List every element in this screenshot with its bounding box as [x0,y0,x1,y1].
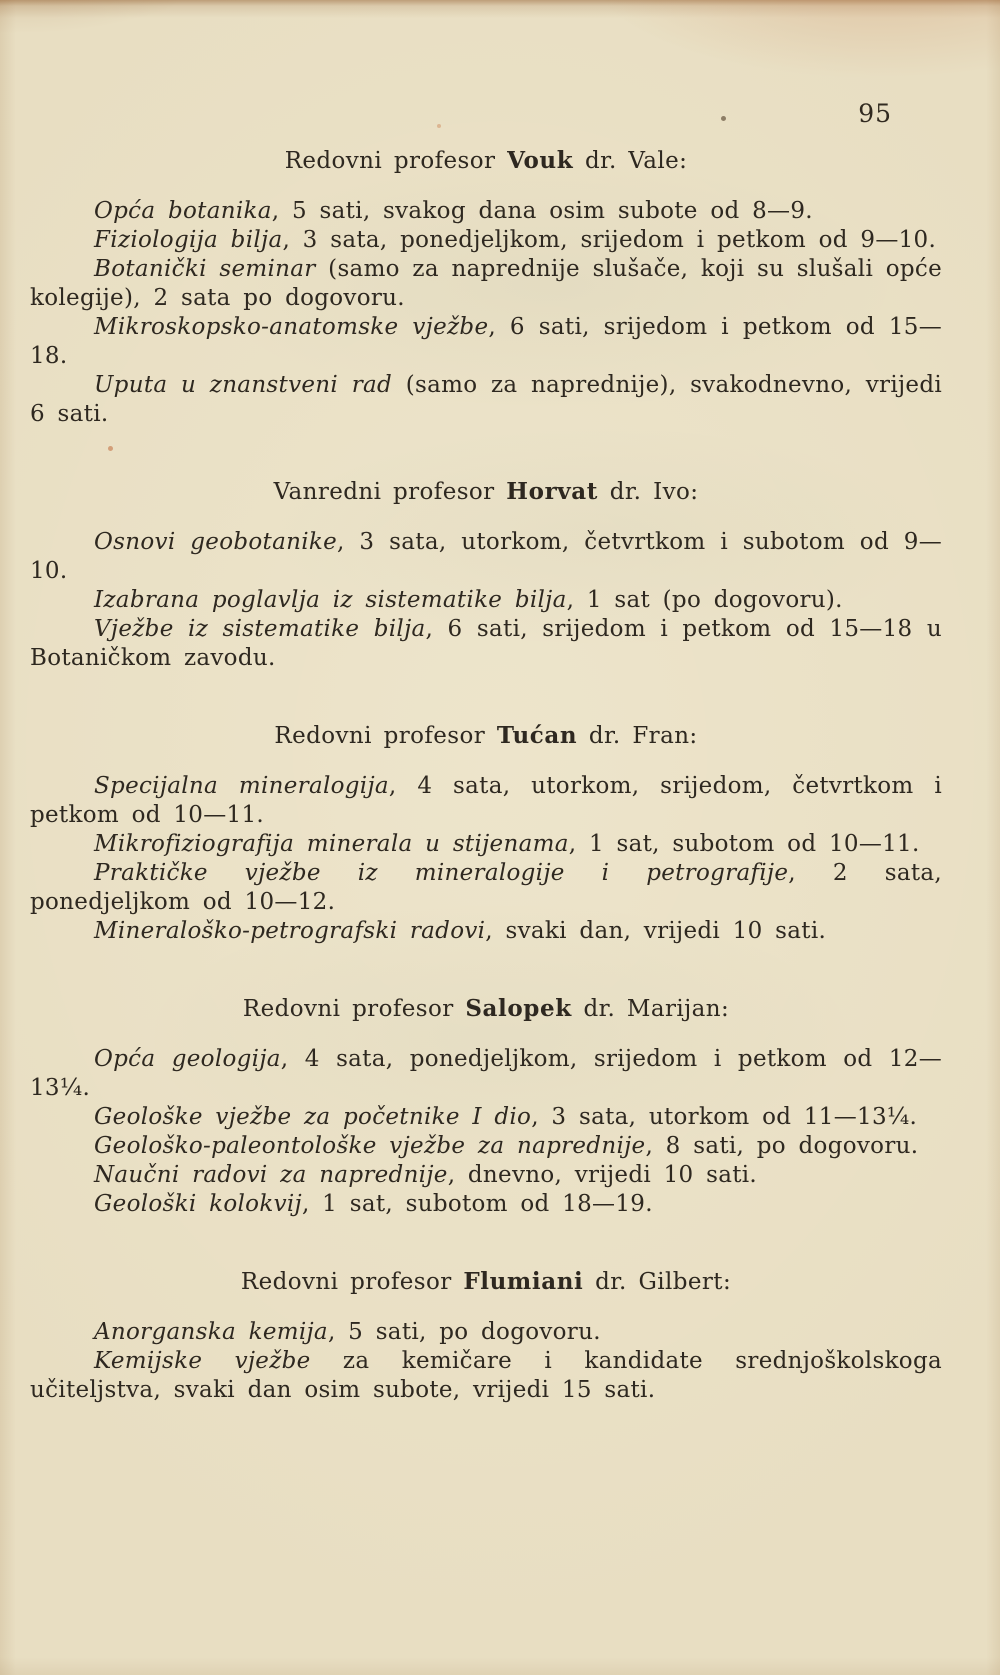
course-entry [30,1347,942,1405]
heading-prefix: Vanredni profesor [273,479,507,505]
course-entry [30,917,942,946]
course-entry [30,830,942,859]
course-details: , 1 sat, subotom od 18—19. [301,1191,653,1217]
course-title: Naučni radovi za naprednije [94,1162,448,1188]
professor-name: Horvat [506,478,598,505]
course-entry [30,226,942,255]
course-details: , 5 sati, svakog dana osim subote od 8—9. [271,198,813,224]
heading-prefix: Redovni profesor [242,996,466,1022]
professor-name: Salopek [465,995,572,1022]
course-details: (samo za naprednije), svakodnevno, vrijedi 6 sati. [30,372,942,427]
professor-heading-tucan [30,721,942,751]
course-entry [30,1132,942,1161]
heading-suffix: dr. Marijan: [571,996,730,1022]
course-title: Mineraloško-petrografski radovi [94,918,486,944]
course-details: , 2 sata, ponedjeljkom od 10—12. [30,860,942,915]
course-entry [30,859,942,917]
course-entry [30,1190,942,1219]
course-entry [30,772,942,830]
course-details: , 3 sata, ponedjeljkom, srijedom i petkom od 9—10. [282,227,937,253]
course-title: Geološki kolokvij [94,1191,302,1217]
course-entry [30,615,942,673]
course-details: , dnevno, vrijedi 10 sati. [447,1162,758,1188]
course-entry [30,313,942,371]
course-details: , 3 sata, utorkom, četvrtkom i subotom od 9—10. [30,529,943,584]
professor-name: Tućan [496,722,578,749]
course-title: Botanički seminar [94,256,316,282]
course-entry [30,528,942,586]
course-title: Specijalna mineralogija [94,773,389,799]
course-details: , 4 sata, ponedjeljkom, srijedom i petkom od 12—13¼. [30,1046,942,1101]
professor-heading-horvat [30,477,942,507]
course-details: za kemičare i kandidate srednjoškolskoga učiteljstva, svaki dan osim subote, vrijedi 15 sati. [30,1348,942,1403]
course-title: Fiziologija bilja [94,227,283,253]
course-title: Vježbe iz sistematike bilja [94,616,426,642]
course-title: Opća botanika [94,198,272,224]
professor-heading-salopek [30,994,942,1024]
course-title: Geološko-paleontološke vježbe za naprednije [94,1133,646,1159]
course-details: , svaki dan, vrijedi 10 sati. [485,918,827,944]
course-details: , 6 sati, srijedom i petkom od 15—18. [30,314,943,369]
course-details: , 6 sati, srijedom i petkom od 15—18 u Botaničkom zavodu. [30,616,942,671]
course-details: , 8 sati, po dogovoru. [645,1133,919,1159]
course-title: Mikroskopsko-anatomske vježbe [94,314,489,340]
course-entry [30,197,942,226]
course-details: (samo za naprednije slušače, koji su slušali opće kolegije), 2 sata po dogovoru. [30,256,942,311]
course-title: Mikrofiziografija minerala u stijenama [94,831,569,857]
course-title: Opća geologija [94,1046,281,1072]
page-number: 95 [858,99,892,128]
course-entry [30,371,942,429]
heading-prefix: Redovni profesor [240,1269,464,1295]
heading-suffix: dr. Gilbert: [583,1269,732,1295]
course-title: Geološke vježbe za početnike I dio [94,1104,532,1130]
course-details: , 4 sata, utorkom, srijedom, četvrtkom i petkom od 10—11. [30,773,942,828]
course-entry [30,1045,942,1103]
heading-prefix: Redovni profesor [284,148,508,174]
professor-name: Vouk [507,147,574,174]
heading-suffix: dr. Ivo: [597,479,699,505]
course-title: Izabrana poglavlja iz sistematike bilja [94,587,567,613]
heading-suffix: dr. Vale: [573,148,688,174]
course-entry [30,1318,942,1347]
professor-name: Flumiani [463,1268,584,1295]
course-title: Praktičke vježbe iz mineralogije i petrografije [94,860,789,886]
course-details: , 1 sat (po dogovoru). [566,587,843,613]
course-entry [30,1103,942,1132]
heading-prefix: Redovni profesor [274,723,497,749]
course-details: , 5 sati, po dogovoru. [327,1319,601,1345]
course-title: Kemijske vježbe [94,1348,311,1374]
course-entry [30,255,942,313]
course-title: Uputa u znanstveni rad [94,372,393,398]
heading-suffix: dr. Fran: [577,723,698,749]
course-entry [30,586,942,615]
professor-heading-flumiani [30,1267,942,1297]
course-entry [30,1161,942,1190]
course-title: Osnovi geobotanike [94,529,338,555]
professor-heading-vouk [30,146,942,176]
course-details: , 3 sata, utorkom od 11—13¼. [531,1104,918,1130]
course-title: Anorganska kemija [94,1319,328,1345]
course-details: , 1 sat, subotom od 10—11. [568,831,920,857]
